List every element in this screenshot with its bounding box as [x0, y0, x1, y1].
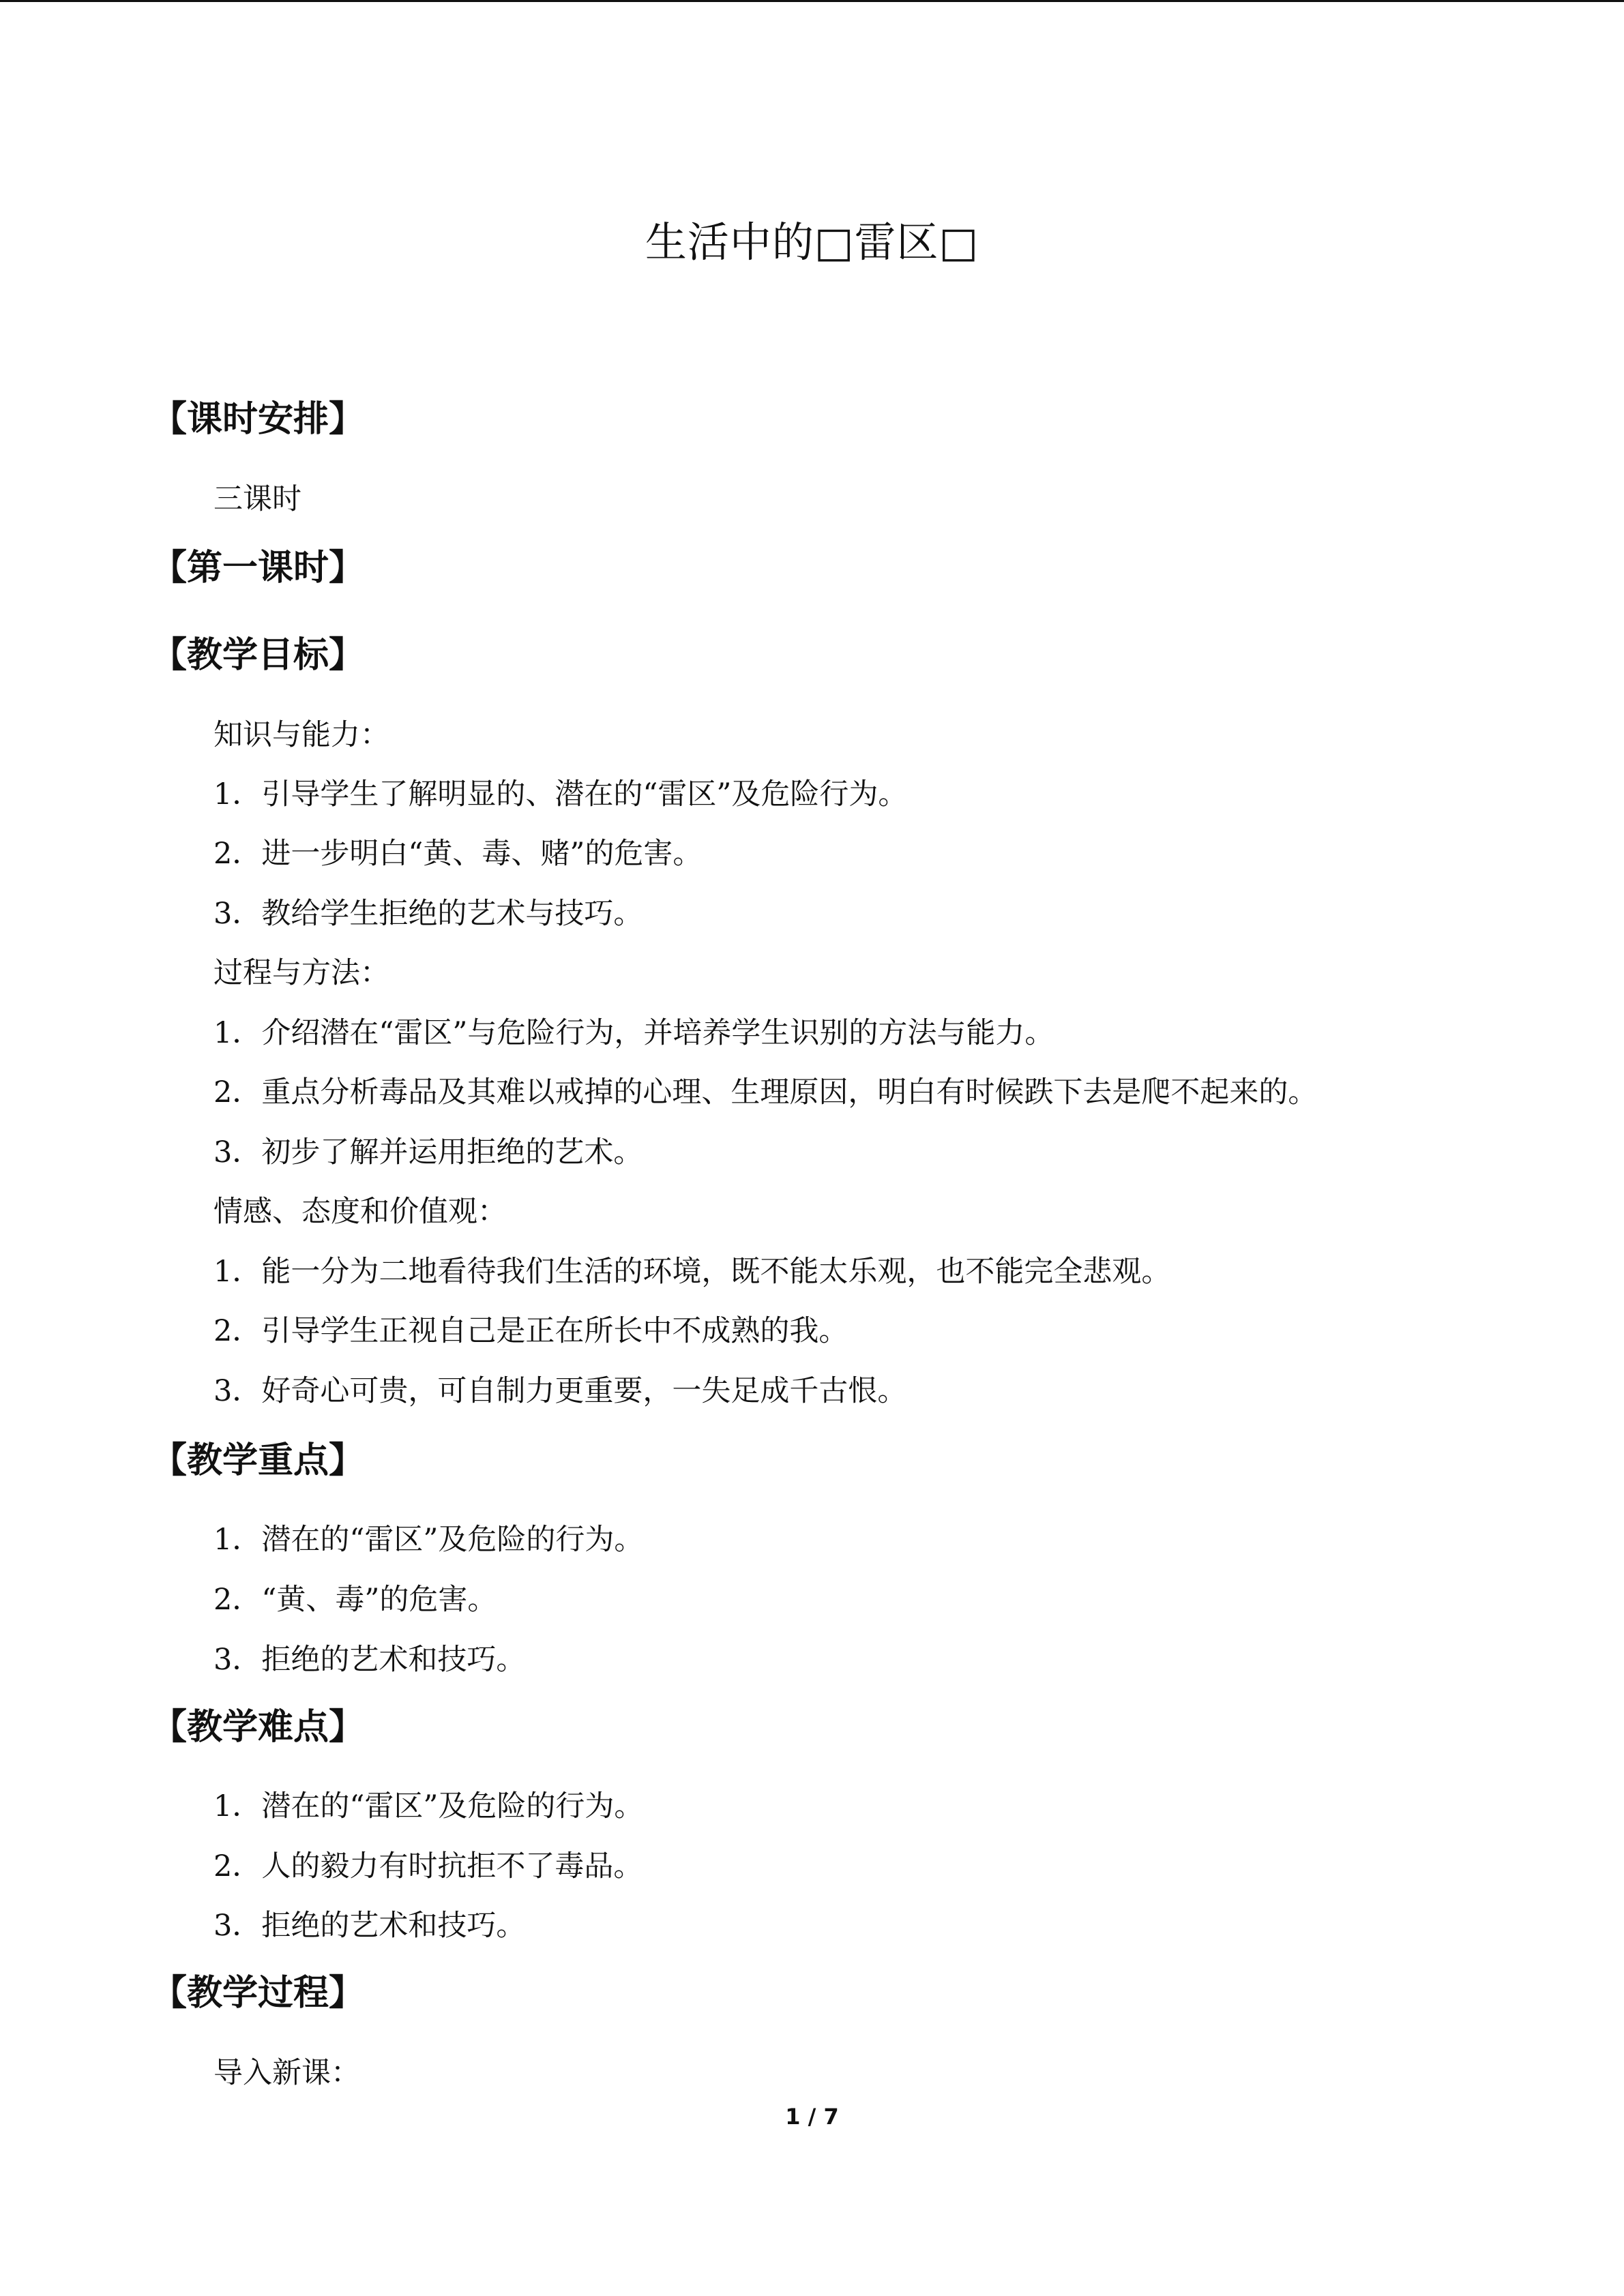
paragraph-line: 1．引导学生了解明显的、潜在的“雷区”及危险行为。: [213, 777, 908, 811]
page-number: 1 / 7: [785, 2104, 839, 2130]
paragraph-line: 3．教给学生拒绝的艺术与技巧。: [213, 897, 643, 931]
paragraph-line: 2．“黄、毒”的危害。: [213, 1583, 497, 1617]
paragraph-line: 1．潜在的“雷区”及危险的行为。: [213, 1523, 644, 1557]
heading-process: 【教学过程】: [151, 1973, 365, 2014]
document-title: 生活中的□雷区□: [645, 218, 979, 267]
paragraph-line: 2．引导学生正视自己是正在所长中不成熟的我。: [213, 1314, 848, 1348]
heading-schedule: 【课时安排】: [151, 399, 365, 440]
heading-key-points: 【教学重点】: [151, 1440, 365, 1481]
paragraph-line: 三课时: [213, 482, 301, 516]
paragraph-line: 情感、态度和价值观：: [213, 1195, 507, 1229]
paragraph-line: 过程与方法：: [213, 956, 389, 990]
paragraph-line: 3．拒绝的艺术和技巧。: [213, 1909, 526, 1943]
paragraph-line: 3．初步了解并运用拒绝的艺术。: [213, 1135, 643, 1169]
heading-difficulties: 【教学难点】: [151, 1707, 365, 1748]
heading-first-lesson: 【第一课时】: [151, 548, 365, 588]
paragraph-line: 3．拒绝的艺术和技巧。: [213, 1643, 526, 1677]
paragraph-line: 2．重点分析毒品及其难以戒掉的心理、生理原因，明白有时候跌下去是爬不起来的。: [213, 1075, 1318, 1109]
paragraph-line: 知识与能力：: [213, 718, 389, 752]
paragraph-line: 1．潜在的“雷区”及危险的行为。: [213, 1789, 644, 1823]
paragraph-line: 1．能一分为二地看待我们生活的环境，既不能太乐观，也不能完全悲观。: [213, 1255, 1171, 1289]
paragraph-line: 导入新课：: [213, 2056, 360, 2090]
paragraph-line: 1．介绍潜在“雷区”与危险行为，并培养学生识别的方法与能力。: [213, 1016, 1054, 1050]
paragraph-line: 2．进一步明白“黄、毒、赌”的危害。: [213, 837, 703, 871]
heading-goals: 【教学目标】: [151, 635, 365, 676]
top-border: [0, 0, 1624, 2]
paragraph-line: 2．人的毅力有时抗拒不了毒品。: [213, 1849, 643, 1883]
paragraph-line: 3．好奇心可贵，可自制力更重要，一失足成千古恨。: [213, 1374, 907, 1408]
